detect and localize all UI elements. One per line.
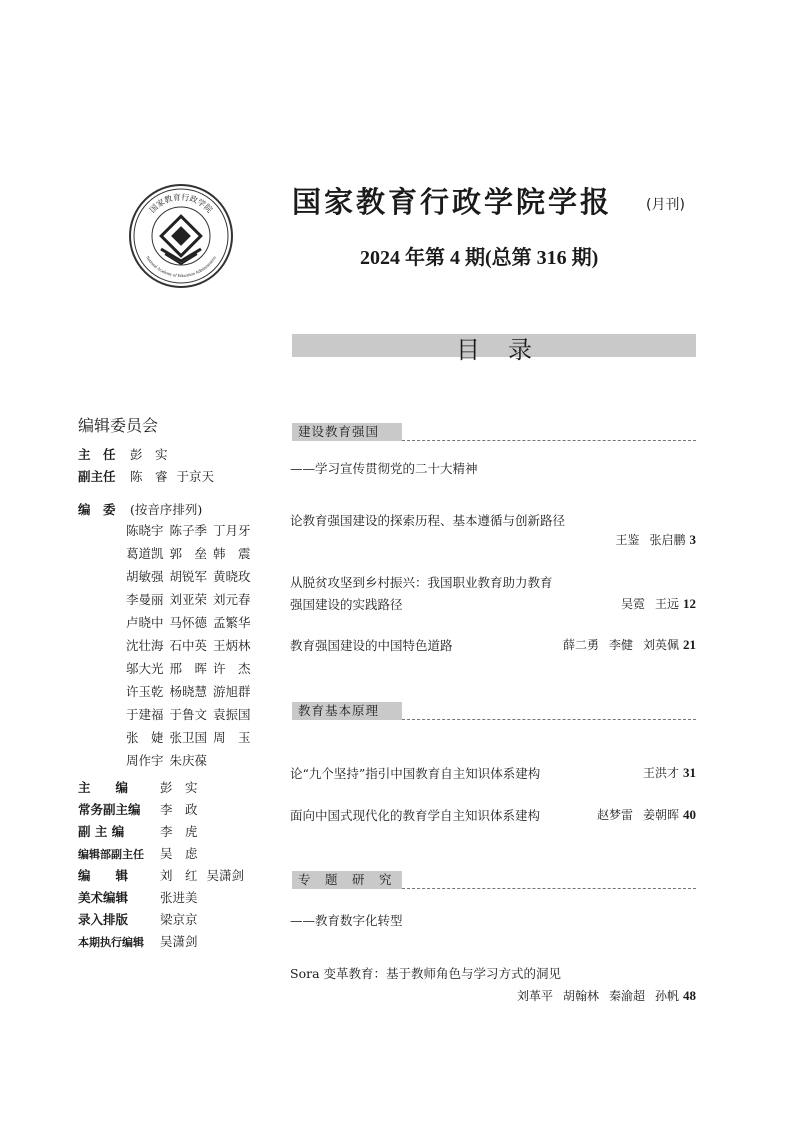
member-name: 游旭群 [213,684,251,699]
members-row [126,611,257,634]
staff-label: 编 辑 [78,868,129,883]
article-byline [553,636,696,653]
member-name: 卢晓中 [126,615,164,630]
staff-name: 李 政 [160,802,198,817]
article-author: 王远 [654,597,679,611]
journal-frequency: (月刊) [646,197,685,213]
members-row [126,519,257,542]
academy-logo [128,183,234,289]
section-label: 建设教育强国 [292,423,402,441]
article-title[interactable]: 论“九个坚持”指引中国教育自主知识体系建构 [290,766,541,781]
members-row [126,565,257,588]
members-row [126,634,257,657]
member-name: 陈子季 [169,523,208,538]
staff-name: 刘 红 [160,868,198,883]
article-page[interactable]: 3 [689,532,696,547]
staff-label: 本期执行编辑 [78,936,144,949]
article-author: 赵梦雷 [596,808,633,822]
board-members-note: (按音序排列) [129,502,203,517]
staff-row [78,888,207,906]
members-row [126,588,257,611]
article-byline [507,987,696,1004]
board-vice-director-row [78,467,223,485]
member-name: 韩 震 [213,546,251,561]
section-header [292,871,696,889]
section-header [292,702,696,720]
staff-name: 吴潇剑 [160,934,198,949]
staff-label: 副 主 编 [78,824,125,839]
member-name: 张 婕 [126,730,164,745]
members-row [126,726,257,749]
section-subtitle: ——学习宣传贯彻党的二十大精神 [290,461,478,476]
staff-row [78,866,253,884]
member-name: 邢 晖 [169,661,208,676]
editorial-board-title: 编辑委员会 [78,416,159,435]
member-name: 石中英 [169,638,208,653]
board-members-label: 编 委 [78,502,116,517]
member-name: 沈壮海 [126,638,164,653]
members-row [126,680,257,703]
member-name: 丁月牙 [213,523,251,538]
board-name: 于京天 [176,469,215,484]
article-author: 王鉴 [615,533,640,547]
article-title[interactable]: 面向中国式现代化的教育学自主知识体系建构 [290,808,541,823]
issue-number: 2024 年第 4 期(总第 316 期) [360,247,599,269]
member-name: 郭 垒 [169,546,208,561]
member-name: 张卫国 [169,730,208,745]
svg-text:National Academy of Education [145,254,217,278]
member-name: 马怀德 [169,615,208,630]
section-label: 教育基本原理 [292,702,402,720]
member-name: 周作宇 [126,753,164,768]
article-byline [633,764,696,781]
article-author: 刘革平 [516,989,553,1003]
board-name: 彭 实 [129,447,168,462]
members-row [126,542,257,565]
board-director-row [78,445,177,463]
staff-name: 李 虎 [160,824,198,839]
article-title[interactable]: 教育强国建设的中国特色道路 [290,638,453,653]
article-author: 胡翰林 [562,989,599,1003]
staff-row [78,800,207,818]
article-author: 吴霓 [620,597,645,611]
member-name: 杨晓慧 [169,684,208,699]
member-name: 胡锐军 [169,569,208,584]
staff-name: 彭 实 [160,780,198,795]
member-name: 朱庆葆 [169,753,208,768]
member-name: 葛道凯 [126,546,164,561]
section-subtitle: ——教育数字化转型 [290,913,403,928]
member-name: 王炳林 [213,638,251,653]
member-name: 许玉乾 [126,684,164,699]
members-row [126,749,257,772]
journal-title: 国家教育行政学院学报 [292,185,613,219]
board-vice-director-label: 副主任 [78,469,116,484]
member-name: 周 玉 [213,730,251,745]
logo-text-en: National Academy of Education Administration [145,254,217,279]
article-page[interactable]: 12 [683,596,696,611]
member-name: 袁振国 [213,707,251,722]
article-author: 李健 [608,638,633,652]
staff-row [78,822,207,840]
article-page[interactable]: 40 [683,807,696,822]
staff-label: 美术编辑 [78,890,129,905]
article-byline [605,531,696,548]
staff-label: 常务副主编 [78,802,141,817]
staff-row [78,844,207,862]
article-title-line2[interactable]: 强国建设的实践路径 [290,597,403,612]
staff-label: 主 编 [78,780,129,795]
member-name: 胡敏强 [126,569,164,584]
members-row [126,703,257,726]
section-divider [402,719,696,720]
staff-row [78,778,207,796]
logo-text-cn: 国家教育行政学院 [147,192,215,215]
staff-label: 编辑部副主任 [78,848,144,861]
member-name: 刘亚荣 [169,592,208,607]
board-members-list [126,519,257,772]
article-title[interactable]: Sora 变革教育：基于教师角色与学习方式的洞见 [290,966,561,981]
staff-name: 吴 虑 [160,846,198,861]
article-author: 秦渝超 [608,989,645,1003]
article-author: 薛二勇 [562,638,599,652]
staff-name: 吴潇剑 [206,868,245,883]
article-author: 刘英佩 [642,638,679,652]
section-header [292,423,696,441]
member-name: 孟繁华 [213,615,251,630]
article-author: 孙帆 [654,989,679,1003]
board-members-row [78,500,202,518]
contents-title: 目录 [456,336,560,364]
staff-row [78,910,207,928]
members-row [126,657,257,680]
article-author: 姜朝晖 [642,808,679,822]
article-title[interactable]: 从脱贫攻坚到乡村振兴：我国职业教育助力教育 [290,575,553,590]
staff-row [78,932,207,950]
section-divider [402,888,696,889]
staff-name: 张进美 [160,890,198,905]
member-name: 黄晓玫 [213,569,251,584]
board-director-label: 主 任 [78,447,116,462]
staff-name: 梁京京 [160,912,198,927]
article-author: 张启鹏 [649,533,686,547]
member-name: 许 杰 [213,661,251,676]
article-page[interactable]: 31 [683,765,696,780]
article-title[interactable]: 论教育强国建设的探索历程、基本遵循与创新路径 [290,513,566,528]
member-name: 于建福 [126,707,164,722]
member-name: 李曼丽 [126,592,164,607]
member-name: 邬大光 [126,661,164,676]
article-page[interactable]: 48 [683,988,696,1003]
article-byline [611,595,696,612]
member-name: 刘元春 [213,592,251,607]
section-label: 专 题 研 究 [292,871,402,889]
member-name: 于鲁文 [169,707,208,722]
contents-banner [292,334,696,364]
board-name: 陈 睿 [129,469,168,484]
article-page[interactable]: 21 [683,637,696,652]
article-byline [587,806,696,823]
member-name: 陈晓宇 [126,523,164,538]
staff-label: 录入排版 [78,912,129,927]
section-divider [402,440,696,441]
article-author: 王洪才 [642,766,679,780]
